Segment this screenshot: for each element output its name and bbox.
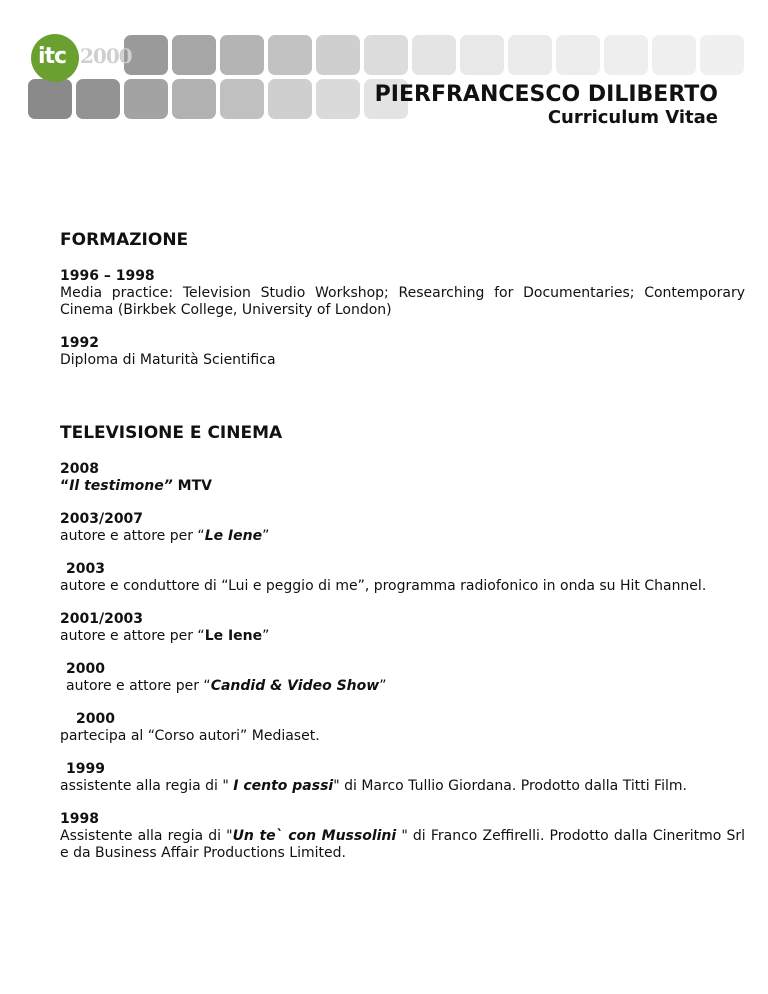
entry-year: 2003/2007 bbox=[60, 511, 144, 527]
tile bbox=[268, 79, 312, 119]
tile bbox=[652, 35, 696, 75]
section-heading: TELEVISIONE E CINEMA bbox=[60, 423, 283, 443]
cv-content bbox=[60, 230, 745, 878]
open-quote: “ bbox=[60, 478, 70, 494]
entry bbox=[60, 561, 745, 595]
desc-text: " di Marco Tullio Giordana. Prodotto dalla Titti Film. bbox=[333, 778, 687, 794]
work-title: Candid & Video Show bbox=[210, 678, 380, 694]
desc-text: autore e attore per “ bbox=[66, 678, 211, 694]
desc-text: autore e attore per “ bbox=[60, 528, 205, 544]
entry-year: 2000 bbox=[76, 711, 115, 727]
section-formazione bbox=[60, 230, 745, 369]
section-heading: FORMAZIONE bbox=[60, 230, 189, 250]
entry-year: 2008 bbox=[60, 461, 99, 477]
entry-year: 2003 bbox=[66, 561, 105, 577]
work-title: I cento passi bbox=[233, 778, 334, 794]
entry bbox=[60, 268, 745, 319]
tile bbox=[76, 79, 120, 119]
entry-year: 2001/2003 bbox=[60, 611, 144, 627]
entry-description bbox=[60, 828, 745, 862]
entry-year: 1999 bbox=[66, 761, 105, 777]
tile bbox=[460, 35, 504, 75]
document-subtitle: Curriculum Vitae bbox=[547, 107, 718, 128]
entry bbox=[60, 811, 745, 862]
entry-description bbox=[60, 478, 745, 495]
tile bbox=[604, 35, 648, 75]
entry-description: Diploma di Maturità Scientifica bbox=[60, 352, 276, 368]
work-title: Un te` con Mussolini bbox=[232, 828, 397, 844]
entry bbox=[60, 711, 745, 745]
tile bbox=[316, 79, 360, 119]
tile bbox=[172, 35, 216, 75]
entry-year: 1996 – 1998 bbox=[60, 268, 155, 284]
desc-text: autore e attore per “ bbox=[60, 628, 205, 644]
entry-year: 1992 bbox=[60, 335, 99, 351]
entry-description bbox=[60, 678, 745, 695]
entry-description bbox=[60, 778, 745, 795]
section-televisione-cinema bbox=[60, 423, 745, 862]
entry bbox=[60, 335, 745, 369]
logo-text: itc bbox=[38, 44, 67, 69]
tile bbox=[700, 35, 744, 75]
entry bbox=[60, 611, 745, 645]
desc-text: ” bbox=[262, 628, 270, 644]
entry-description: autore e conduttore di “Lui e peggio di me”, programma radiofonico in onda su Hit Channel. bbox=[60, 578, 707, 594]
tile bbox=[268, 35, 312, 75]
entry bbox=[60, 461, 745, 495]
logo-number: 2000 bbox=[80, 44, 132, 68]
channel: MTV bbox=[172, 478, 212, 494]
tile bbox=[508, 35, 552, 75]
entry-description: Media practice: Television Studio Workshop; Researching for Documentaries; Contemporary Cinema (Birkbek College, University of London) bbox=[60, 285, 745, 318]
work-title: Le Iene bbox=[204, 528, 263, 544]
tile bbox=[28, 79, 72, 119]
desc-text: assistente alla regia di " bbox=[60, 778, 234, 794]
work-title: Il testimone” bbox=[69, 478, 173, 494]
tile bbox=[316, 35, 360, 75]
person-name: PIERFRANCESCO DILIBERTO bbox=[374, 82, 718, 107]
desc-text: ” bbox=[379, 678, 387, 694]
entry bbox=[60, 761, 745, 795]
tile bbox=[220, 79, 264, 119]
entry bbox=[60, 661, 745, 695]
entry-description: partecipa al “Corso autori” Mediaset. bbox=[60, 728, 320, 744]
desc-text: " di Franco Zeffirelli. Prodotto dalla Cineritmo Srl e da Business Affair Productions Limited. bbox=[60, 828, 745, 861]
tile bbox=[124, 79, 168, 119]
tile bbox=[172, 79, 216, 119]
entry-year: 1998 bbox=[60, 811, 99, 827]
desc-text: Assistente alla regia di " bbox=[60, 828, 233, 844]
tile bbox=[364, 35, 408, 75]
entry-description bbox=[60, 528, 745, 545]
desc-text: ” bbox=[262, 528, 270, 544]
tile bbox=[556, 35, 600, 75]
entry-description bbox=[60, 628, 745, 645]
entry-year: 2000 bbox=[66, 661, 105, 677]
entry bbox=[60, 511, 745, 545]
tile bbox=[412, 35, 456, 75]
tile bbox=[220, 35, 264, 75]
work-title: Le Iene bbox=[204, 628, 263, 644]
